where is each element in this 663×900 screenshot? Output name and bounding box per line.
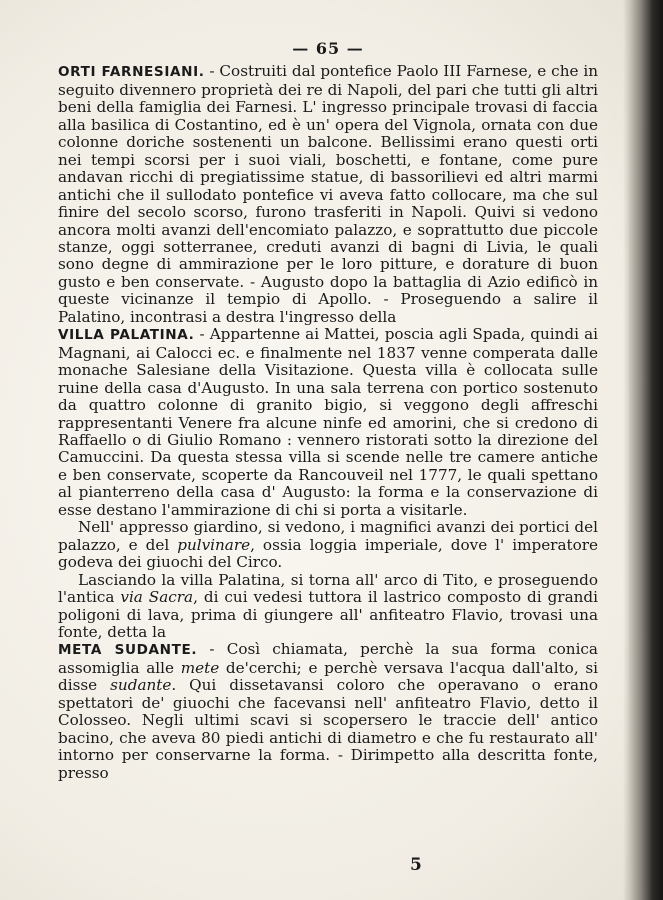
villa-text: - Appartenne ai Mattei, poscia agli Spada, quindi ai Magnani, ai Calocci ec. e finalmente nel 1837 venne comperata dalle monache Salesiane della Visitazione. Questa villa è collocata sulle ruine della casa d'Augusto. In una sala terrena con portico sostenuto da quattro colonne di granito bigio, si veggono degli affreschi rappresentanti Venere fra alcune ninfe ed amorini, che si credono di Raffaello o di Giulio Romano : vennero ristorati sotto la direzione del Camuccini. Da questa stessa villa si scende nelle tre camere antiche e ben conservate, scoperte da Rancouveil nel 1777, le quali spettano al pianterreno della casa d' Augusto: la forma e la conservazione di esse destano l'ammirazione di chi si porta a visitarle. <box>58 325 598 519</box>
paragraph-orti-farnesiani <box>58 63 598 326</box>
meta-italic-2: sudante <box>110 676 172 695</box>
giardino-text-b: , ossia loggia imperiale, dove l' imperatore godeva dei giuochi del Circo. <box>58 535 598 572</box>
giardino-italic: pulvinare <box>177 535 251 554</box>
lasciando-text-b: , di cui vedesi tuttora il lastrico composto di grandi poligoni di lava, prima di giungere all' anfiteatro Flavio, trovasi una fonte, detta la <box>58 588 598 641</box>
lasciando-italic: via Sacra <box>120 588 194 607</box>
lasciando-text-a: Lasciando la villa Palatina, si torna all' arco di Tito, e proseguendo l'antica <box>58 570 598 607</box>
paragraph-meta-sudante <box>58 641 598 782</box>
meta-text-2: de'cerchi; e perchè versava l'acqua dall'alto, si disse <box>58 658 598 695</box>
heading-orti-farnesiani: ORTI FARNESIANI. <box>58 64 205 81</box>
orti-text: - Costruiti dal pontefice Paolo III Farnese, e che in seguito divennero proprietà dei re di Napoli, del pari che tutti gli altri beni della famiglia dei Farnesi. L' ingresso principale trovasi di faccia alla basilica di Costantino, ed è un' opera del Vignola, ornata con due colonne doriche sostenenti un balcone. Bellissimi erano questi orti nei tempi scorsi per i suoi viali, boschetti, e fontane, come pure andavan ricchi di pregiatissime statue, di bassorilievi ed altri marmi antichi che il sullodato pontefice vi aveva fatto collocare, ma che sul finire del secolo scorso, furono trasferiti in Napoli. Quivi si vedono ancora molti avanzi dell'encomiato palazzo, e soprattutto due piccole stanze, oggi sotterranee, creduti avanzi di bagni di Livia, le quali sono degne di ammirazione per le loro pitture, e dorature di buon gusto e ben conservate. - Augusto dopo la battaglia di Azio edificò in queste vicinanze il tempio di Apollo. - Proseguendo a salire il Palatino, incontrasi a destra l'ingresso della <box>58 62 598 326</box>
signature-mark: 5 <box>410 855 422 875</box>
paragraph-giardino <box>58 519 598 571</box>
paragraph-villa-palatina <box>58 326 598 519</box>
book-spine <box>629 0 663 900</box>
paragraph-lasciando <box>58 572 598 642</box>
giardino-text-a: Nell' appresso giardino, si vedono, i magnifici avanzi dei portici del palazzo, e del <box>58 518 598 554</box>
meta-text-1: - Così chiamata, perchè la sua forma conica assomiglia alle <box>58 640 598 677</box>
heading-meta-sudante: META SUDANTE. <box>58 642 198 659</box>
page-text-block <box>58 40 598 782</box>
meta-italic-1: mete <box>180 658 220 677</box>
heading-villa-palatina: VILLA PALATINA. <box>58 327 195 344</box>
meta-text-3: . Qui dissetavansi coloro che operavano o erano spettatori de' giuochi che facevansi nell' anfiteatro Flavio, detto il Colosseo. Negli ultimi scavi si scopersero le traccie dell' antico bacino, che aveva 80 piedi antichi di diametro e che fu restaurato all' intorno per conservarne la forma. - Dirimpetto alla descritta fonte, presso <box>58 676 598 782</box>
page-number: — 65 — <box>292 39 364 58</box>
